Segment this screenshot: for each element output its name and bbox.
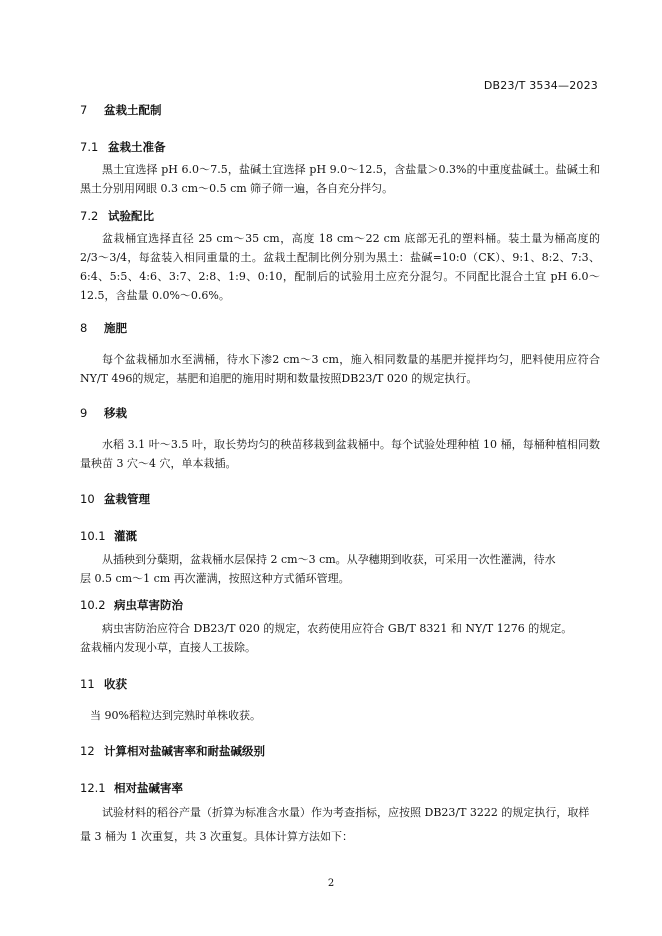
paragraph-9: 水稻 3.1 叶～3.5 叶，取长势均匀的秧苗移栽到盆栽桶中。每个试验处理种植 10 桶，每桶种植相同数量秧苗 3 穴～4 穴，单本栽插。: [80, 438, 600, 470]
paragraph-12-1: [80, 801, 600, 849]
heading-11: [80, 676, 127, 692]
heading-7-2: [80, 208, 154, 224]
heading-number: 7: [80, 103, 88, 117]
paragraph-7-1: 黑土宜选择 pH 6.0～7.5，盐碱土宜选择 pH 9.0～12.5，含盐量＞0.3%的中重度盐碱土。盐碱土和黑土分别用网眼 0.3 cm～0.5 cm 筛子筛一遍，各自充分拌匀。: [80, 163, 600, 195]
heading-10-1: [80, 528, 137, 544]
heading-title: 移栽: [104, 406, 127, 420]
heading-12: [80, 743, 265, 759]
heading-title: 收获: [104, 677, 127, 691]
paragraph-line: 盆栽桶内发现小草，直接人工拔除。: [80, 641, 256, 654]
heading-title: 盆栽土准备: [108, 140, 166, 154]
heading-number: 7.2: [80, 209, 99, 223]
heading-title: 计算相对盐碱害率和耐盐碱级别: [104, 744, 265, 758]
paragraph-8: 每个盆栽桶加水至满桶，待水下渗2 cm～3 cm，施入相同数量的基肥并搅拌均匀，肥料使用应符合 NY/T 496的规定，基肥和追肥的施用时期和数量按照DB23/T 020 的规定执行。: [80, 353, 600, 385]
heading-number: 11: [80, 677, 95, 691]
heading-9: [80, 405, 127, 421]
heading-title: 灌溉: [114, 529, 137, 543]
heading-10-2: [80, 597, 183, 613]
heading-title: 相对盐碱害率: [114, 781, 183, 795]
page-number: 2: [327, 878, 335, 889]
paragraph-line: 量 3 桶为 1 次重复，共 3 次重复。具体计算方法如下：: [80, 830, 353, 843]
heading-number: 10: [80, 492, 95, 506]
paragraph-10-2: [80, 619, 600, 657]
heading-number: 12: [80, 744, 95, 758]
heading-number: 8: [80, 321, 88, 335]
heading-number: 10.1: [80, 529, 106, 543]
heading-number: 12.1: [80, 781, 106, 795]
paragraph-line: 当 90%稻粒达到完熟时单株收获。: [90, 709, 261, 722]
heading-12-1: [80, 780, 183, 796]
heading-title: 试验配比: [108, 209, 154, 223]
document-id: DB23/T 3534—2023: [483, 79, 598, 92]
heading-7-1: [80, 139, 166, 155]
heading-title: 盆栽管理: [104, 492, 150, 506]
heading-title: 盆栽土配制: [104, 103, 162, 117]
paragraph-7-2: 盆栽桶宜选择直径 25 cm～35 cm，高度 18 cm～22 cm 底部无孔的塑料桶。装土量为桶高度的 2/3～3/4，每盆装入相同重量的土。盆栽土配制比例分别为黑土：盐碱=10:0（CK）、9:1、8:2、7:3、6:4、5:5、4:6、3:7、2:8、1:9、0:10，配制后的试验用土应充分混匀。不同配比混合土宜 pH 6.0～12.5，含盐量 0.0%～0.6%。: [80, 232, 600, 302]
paragraph-line: 层 0.5 cm～1 cm 再次灌满，按照这种方式循环管理。: [80, 572, 350, 585]
paragraph-line: 从插秧到分蘖期，盆栽桶水层保持 2 cm～3 cm。从孕穗期到收获，可采用一次性灌满，待水: [102, 553, 556, 566]
heading-title: 施肥: [104, 321, 127, 335]
heading-7: [80, 102, 162, 118]
heading-number: 7.1: [80, 140, 99, 154]
paragraph-line: 试验材料的稻谷产量（折算为标准含水量）作为考查指标，应按照 DB23/T 3222 的规定执行，取样: [102, 806, 590, 819]
paragraph-11: [90, 706, 610, 725]
heading-8: [80, 320, 127, 336]
paragraph-10-1: [80, 550, 600, 588]
heading-number: 10.2: [80, 598, 106, 612]
heading-10: [80, 491, 150, 507]
heading-title: 病虫草害防治: [114, 598, 183, 612]
heading-number: 9: [80, 406, 88, 420]
paragraph-line: 病虫害防治应符合 DB23/T 020 的规定，农药使用应符合 GB/T 8321 和 NY/T 1276 的规定。: [102, 622, 573, 635]
